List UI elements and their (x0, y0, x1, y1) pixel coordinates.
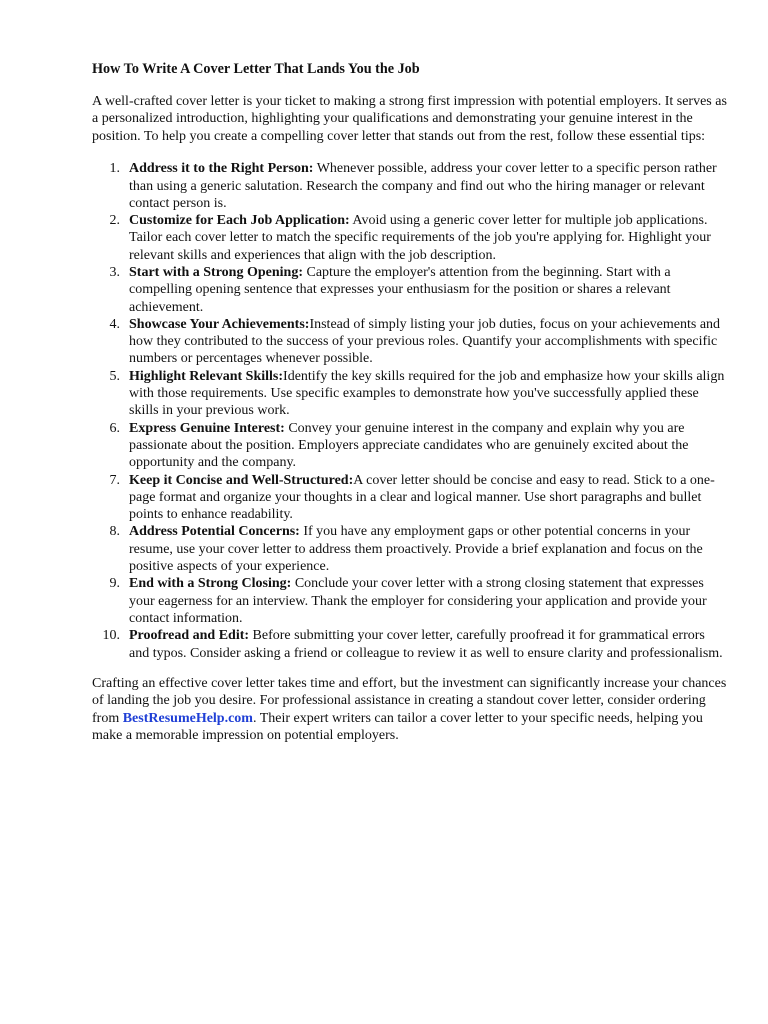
tip-heading: Address Potential Concerns: (129, 524, 300, 540)
tip-text: Instead of simply listing your job duties, focus on your achievements and how they contributed to the success of your previous roles. Quantify your accomplishments with specific numbers or percentages whenever possible. (129, 316, 721, 367)
tip-number: 8. (109, 524, 120, 540)
closing-text-before-link: Crafting an effective cover letter takes time and effort, but the investment can significantly increase your chances of landing the job you desire. For professional assistance in creating a standout cover letter, consider ordering from (92, 675, 727, 726)
tip-number: 1. (109, 161, 120, 177)
tip-text: Convey your genuine interest in the company and explain why you are passionate about the position. Employers appreciate candidates who are genuinely excited about the opportunity and the company. (129, 420, 689, 471)
tip-number: 4. (109, 316, 120, 332)
tip-item (92, 264, 728, 316)
tip-text: If you have any employment gaps or other potential concerns in your resume, use your cover letter to address them proactively. Provide a brief explanation and focus on the positive aspects of your experience. (129, 524, 703, 575)
tip-heading: Proofread and Edit: (129, 628, 250, 644)
tip-number: 9. (109, 576, 120, 592)
tip-item (92, 420, 728, 472)
tip-text: Conclude your cover letter with a strong closing statement that expresses your eagerness for an interview. Thank the employer for considering your application and provide your contact information. (129, 576, 707, 626)
tip-number: 7. (109, 472, 120, 488)
tip-text: A cover letter should be concise and easy to read. Stick to a one-page format and organize your thoughts in a clear and logical manner. Use short paragraphs and bullet points to enhance readability. (129, 472, 715, 523)
tip-item (92, 627, 728, 662)
tip-heading: End with a Strong Closing: (129, 576, 292, 592)
tip-heading: Highlight Relevant Skills: (129, 368, 284, 384)
tip-item (92, 316, 728, 368)
tip-heading: Showcase Your Achievements: (129, 316, 310, 332)
intro-paragraph: A well-crafted cover letter is your ticket to making a strong first impression with potential employers. It serves as a personalized introduction, highlighting your qualifications and demonstrating your genuine interest in the position. To help you create a compelling cover letter that stands out from the rest, follow these essential tips: (92, 94, 727, 144)
tip-number: 3. (109, 265, 120, 280)
page-title: How To Write A Cover Letter That Lands You the Job (92, 61, 420, 77)
document-page (92, 60, 728, 744)
tip-number: 2. (109, 213, 120, 229)
tip-heading: Start with a Strong Opening: (129, 265, 303, 280)
tip-text: Avoid using a generic cover letter for multiple job applications. Tailor each cover letter to match the specific requirements of the job you're applying for. Highlight your relevant skills and experiences that align with the job description. (129, 213, 711, 263)
closing-paragraph (92, 675, 728, 745)
tip-number: 10. (102, 628, 120, 644)
tip-text: Before submitting your cover letter, carefully proofread it for grammatical errors and typos. Consider asking a friend or colleague to review it as well to ensure clarity and professionalism. (129, 628, 723, 661)
tip-item (92, 212, 728, 264)
tip-heading: Address it to the Right Person: (129, 161, 314, 177)
tip-text: Identify the key skills required for the job and emphasize how your skills align with those requirements. Use specific examples to demonstrate how you've successfully applied these skills in your previous work. (129, 368, 725, 419)
tip-item (92, 575, 728, 627)
bestresumehelp-link[interactable]: BestResumeHelp.com (122, 710, 253, 726)
tip-item (92, 368, 728, 420)
tips-list (92, 160, 728, 662)
tip-heading: Express Genuine Interest: (129, 420, 285, 436)
tip-text: Capture the employer's attention from the beginning. Start with a compelling opening sentence that expresses your enthusiasm for the position or shares a relevant achievement. (129, 265, 671, 315)
tip-item (92, 523, 728, 575)
tip-item (92, 160, 728, 212)
tip-heading: Customize for Each Job Application: (129, 213, 350, 229)
tip-text: Whenever possible, address your cover letter to a specific person rather than using a generic salutation. Research the company and find out who the hiring manager or relevant contact person is. (129, 161, 717, 211)
closing-text-after-link: . Their expert writers can tailor a cover letter to your specific needs, helping you make a memorable impression on potential employers. (92, 710, 703, 744)
tip-number: 6. (109, 420, 120, 436)
tip-number: 5. (109, 368, 120, 384)
tip-item (92, 472, 728, 524)
tip-heading: Keep it Concise and Well-Structured: (129, 472, 354, 488)
